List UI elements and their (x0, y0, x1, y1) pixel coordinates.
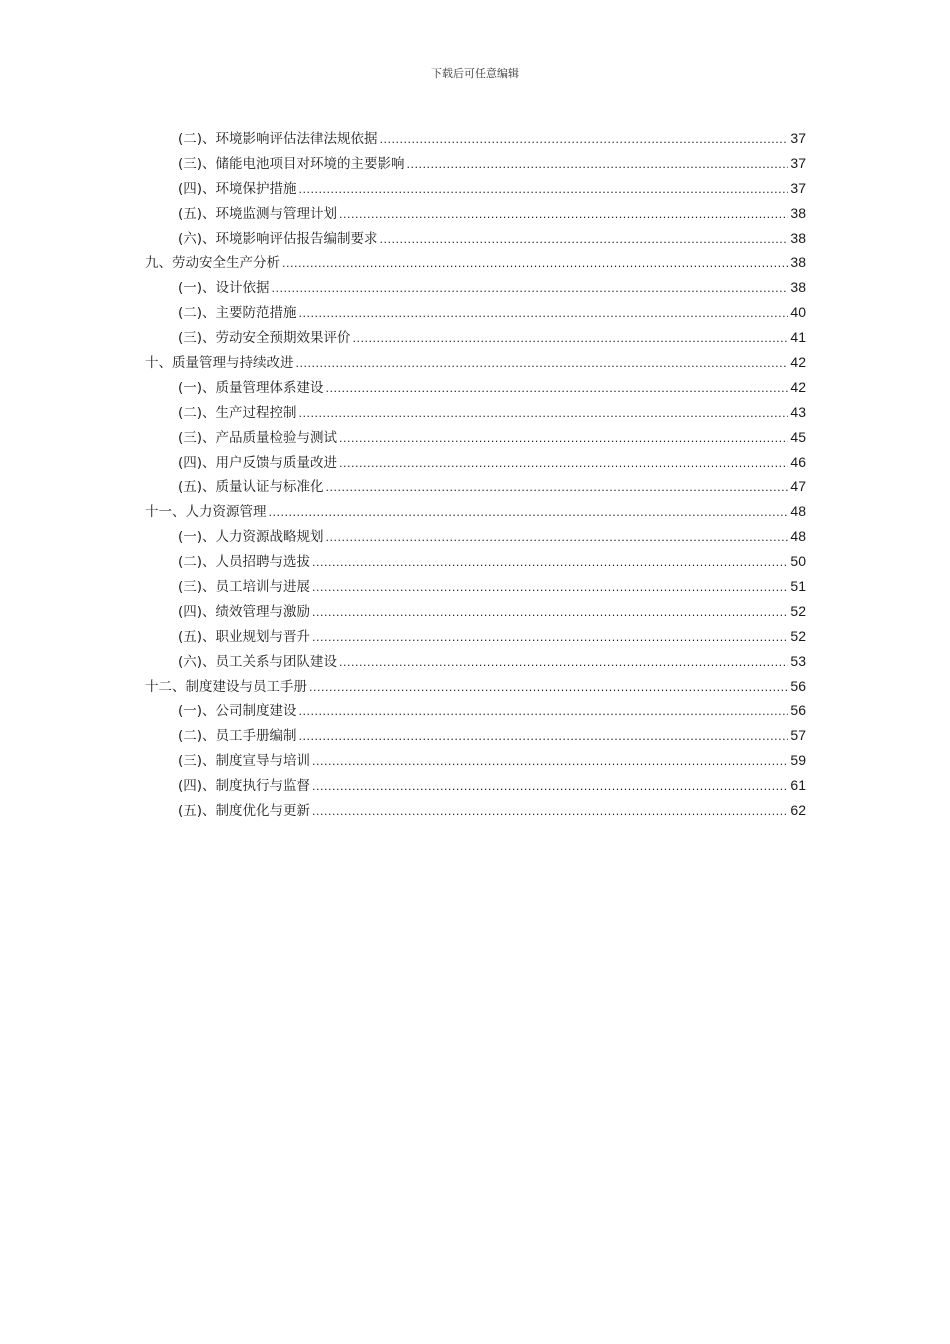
toc-entry-label: (三)、产品质量检验与测试 (178, 429, 338, 446)
toc-page-number: 38 (790, 204, 806, 221)
toc-page-number: 42 (790, 354, 806, 371)
toc-dot-leader (299, 700, 789, 725)
toc-section-entry[interactable] (145, 599, 806, 624)
toc-section-entry[interactable] (145, 474, 806, 499)
toc-dot-leader (326, 377, 789, 402)
toc-section-entry[interactable] (145, 574, 806, 599)
toc-page-number: 37 (790, 179, 806, 196)
toc-page-number: 50 (790, 553, 806, 570)
toc-entry-label: 十一、人力资源管理 (145, 504, 267, 521)
toc-page-number: 38 (790, 254, 806, 271)
toc-entry-label: (五)、环境监测与管理计划 (178, 205, 338, 222)
toc-page-number: 38 (790, 229, 806, 246)
toc-section-entry[interactable] (145, 549, 806, 574)
toc-dot-leader (312, 800, 788, 825)
toc-dot-leader (326, 476, 789, 501)
toc-dot-leader (299, 178, 789, 203)
toc-page-number: 38 (790, 279, 806, 296)
toc-page-number: 48 (790, 528, 806, 545)
toc-dot-leader (312, 601, 788, 626)
toc-entry-label: (二)、员工手册编制 (178, 728, 297, 745)
toc-entry-label: (五)、制度优化与更新 (178, 803, 311, 820)
toc-entry-label: 十、质量管理与持续改进 (145, 355, 294, 372)
toc-section-entry[interactable] (145, 226, 806, 251)
toc-dot-leader (269, 501, 789, 526)
toc-dot-leader (380, 228, 789, 253)
toc-section-entry[interactable] (145, 400, 806, 425)
toc-section-entry[interactable] (145, 201, 806, 226)
toc-page-number: 37 (790, 154, 806, 171)
toc-entry-label: (三)、员工培训与进展 (178, 579, 311, 596)
toc-entry-label: (四)、用户反馈与质量改进 (178, 454, 338, 471)
toc-section-entry[interactable] (145, 275, 806, 300)
toc-page-number: 47 (790, 478, 806, 495)
toc-page-number: 46 (790, 453, 806, 470)
toc-entry-label: (四)、制度执行与监督 (178, 778, 311, 795)
toc-section-entry[interactable] (145, 698, 806, 723)
toc-chapter-entry[interactable] (145, 250, 806, 275)
toc-entry-label: (一)、人力资源战略规划 (178, 529, 324, 546)
toc-entry-label: (二)、环境影响评估法律法规依据 (178, 131, 378, 147)
toc-page-number: 42 (790, 378, 806, 395)
toc-page-number: 41 (790, 329, 806, 346)
toc-entry-label: (二)、生产过程控制 (178, 404, 297, 421)
toc-page-number: 43 (790, 403, 806, 420)
toc-dot-leader (299, 725, 789, 750)
toc-entry-label: (五)、质量认证与标准化 (178, 479, 324, 496)
toc-page-number: 52 (790, 602, 806, 619)
toc-dot-leader (312, 750, 788, 775)
toc-dot-leader (312, 626, 788, 651)
toc-chapter-entry[interactable] (145, 499, 806, 524)
toc-section-entry[interactable] (145, 151, 806, 176)
toc-section-entry[interactable] (145, 748, 806, 773)
toc-page-number: 45 (790, 428, 806, 445)
toc-dot-leader (309, 676, 788, 701)
toc-dot-leader (312, 775, 788, 800)
toc-section-entry[interactable] (145, 450, 806, 475)
toc-section-entry[interactable] (145, 325, 806, 350)
toc-dot-leader (312, 576, 788, 601)
toc-dot-leader (272, 277, 789, 302)
toc-section-entry[interactable] (145, 425, 806, 450)
toc-dot-leader (353, 327, 789, 352)
toc-page-number: 48 (790, 503, 806, 520)
toc-page-number: 61 (790, 777, 806, 794)
toc-page-number: 52 (790, 627, 806, 644)
toc-page-number: 37 (790, 130, 806, 146)
toc-dot-leader (299, 402, 789, 427)
toc-page-number: 53 (790, 652, 806, 669)
toc-entry-label: (四)、环境保护措施 (178, 180, 297, 197)
toc-entry-label: (三)、储能电池项目对环境的主要影响 (178, 155, 405, 172)
toc-entry-label: (五)、职业规划与晋升 (178, 628, 311, 645)
page-header: 下载后可任意编辑 (431, 67, 519, 80)
toc-dot-leader (312, 551, 788, 576)
toc-entry-label: (一)、设计依据 (178, 280, 270, 297)
toc-dot-leader (407, 153, 789, 178)
toc-entry-label: (四)、绩效管理与激励 (178, 603, 311, 620)
toc-section-entry[interactable] (145, 798, 806, 823)
toc-section-entry[interactable] (145, 375, 806, 400)
toc-entry-label: 九、劳动安全生产分析 (145, 255, 280, 272)
toc-entry-label: 十二、制度建设与员工手册 (145, 678, 307, 695)
toc-entry-label: (三)、制度宣导与培训 (178, 753, 311, 770)
toc-page-number: 57 (790, 727, 806, 744)
toc-dot-leader (299, 302, 789, 327)
toc-chapter-entry[interactable] (145, 350, 806, 375)
table-of-contents (145, 126, 806, 823)
toc-entry-label: (六)、员工关系与团队建设 (178, 653, 338, 670)
toc-dot-leader (282, 252, 788, 277)
toc-section-entry[interactable] (145, 300, 806, 325)
toc-entry-label: (六)、环境影响评估报告编制要求 (178, 230, 378, 247)
toc-dot-leader (339, 651, 788, 676)
toc-dot-leader (380, 128, 789, 153)
toc-dot-leader (339, 427, 788, 452)
toc-page-number: 59 (790, 752, 806, 769)
toc-page-number: 56 (790, 702, 806, 719)
toc-section-entry[interactable] (145, 126, 806, 151)
toc-dot-leader (296, 352, 789, 377)
toc-entry-label: (三)、劳动安全预期效果评价 (178, 330, 351, 347)
toc-dot-leader (339, 452, 788, 477)
toc-dot-leader (326, 526, 789, 551)
toc-page-number: 62 (790, 802, 806, 819)
toc-entry-label: (一)、公司制度建设 (178, 703, 297, 720)
toc-section-entry[interactable] (145, 723, 806, 748)
toc-section-entry[interactable] (145, 524, 806, 549)
toc-entry-label: (一)、质量管理体系建设 (178, 379, 324, 396)
toc-section-entry[interactable] (145, 649, 806, 674)
toc-page-number: 40 (790, 304, 806, 321)
toc-page-number: 56 (790, 677, 806, 694)
toc-page-number: 51 (790, 578, 806, 595)
toc-entry-label: (二)、主要防范措施 (178, 305, 297, 322)
toc-chapter-entry[interactable] (145, 674, 806, 699)
toc-dot-leader (339, 203, 788, 228)
toc-section-entry[interactable] (145, 176, 806, 201)
toc-section-entry[interactable] (145, 624, 806, 649)
toc-section-entry[interactable] (145, 773, 806, 798)
toc-entry-label: (二)、人员招聘与选拔 (178, 554, 311, 571)
